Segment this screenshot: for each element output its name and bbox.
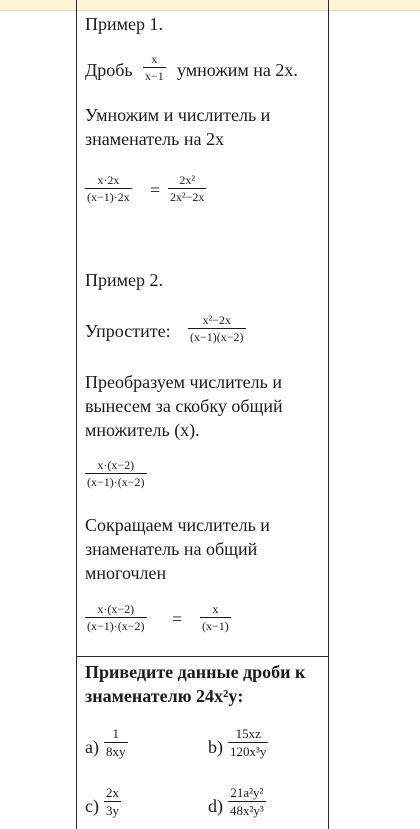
task-title-line2: знаменателю 24x²y: (85, 686, 244, 706)
example2-task-label: Упростите: (85, 321, 171, 341)
fraction-numerator: x·(x−2) (97, 458, 135, 472)
top-band (0, 0, 420, 11)
example1-suffix: умножим на 2x. (177, 60, 298, 80)
task-item-fraction (104, 785, 121, 818)
example1-prefix: Дробь (85, 60, 133, 80)
fraction-denominator: 2x²−2x (170, 190, 205, 204)
example2-task-fraction (188, 313, 246, 344)
task-item-fraction (228, 726, 268, 759)
fraction-numerator: 2x (106, 785, 119, 800)
fraction-numerator: 1 (112, 726, 119, 741)
fraction-denominator: 3y (106, 803, 119, 818)
task-item-fraction (228, 785, 266, 818)
example2-step1-line1: Преобразуем числитель и (85, 372, 282, 392)
example1-eq-right (168, 173, 206, 204)
example2-step1-line2: вынесем за скобку общий (85, 396, 283, 416)
example2-step2-line1: Сокращаем числитель и (85, 515, 270, 535)
fraction-numerator: x·(x−2) (97, 602, 135, 616)
fraction-denominator: 120x³y (230, 744, 267, 759)
example1-text-line2: знаменатель на 2x (85, 129, 224, 149)
fraction-numerator: 2x² (179, 173, 195, 187)
task-item-label: d) (208, 796, 223, 816)
example2-step1-line3: множитель (x). (85, 420, 200, 440)
example2-eq-right (200, 602, 231, 633)
fraction-numerator: x²−2x (202, 313, 231, 327)
fraction-numerator: x (212, 602, 219, 616)
fraction-numerator: 15xz (235, 726, 261, 741)
example2-step2-line2: знаменатель на общий (85, 539, 258, 559)
example2-step2-line3: многочлен (85, 563, 167, 583)
fraction-denominator: (x−1) (202, 619, 229, 633)
equals-sign: = (172, 609, 183, 629)
fraction-numerator: 21a²y² (230, 785, 264, 800)
example2-eq-left (85, 602, 147, 633)
right-border (328, 0, 329, 829)
example1-fraction (143, 52, 166, 83)
task-title-line1: Приведите данные дроби к (85, 662, 306, 682)
task-item-fraction (104, 726, 128, 759)
left-border (76, 0, 77, 829)
fraction-denominator: (x−1)·(x−2) (87, 475, 145, 489)
fraction-denominator: 48x²y³ (230, 803, 264, 818)
task-item-label: b) (208, 737, 223, 757)
example1-heading: Пример 1. (85, 14, 164, 34)
example2-heading: Пример 2. (85, 270, 164, 290)
fraction-numerator: x (151, 52, 158, 66)
fraction-denominator: (x−1)·2x (87, 190, 130, 204)
fraction-denominator: (x−1)·(x−2) (87, 619, 145, 633)
equals-sign: = (150, 180, 161, 200)
example1-text-line1: Умножим и числитель и (85, 105, 271, 125)
section-divider (76, 656, 329, 657)
example2-fraction1 (85, 458, 147, 489)
fraction-denominator: x−1 (145, 69, 164, 83)
task-item-label: a) (85, 737, 99, 757)
fraction-numerator: x·2x (97, 173, 120, 187)
fraction-denominator: 8xy (106, 744, 126, 759)
example1-eq-left (85, 173, 132, 204)
fraction-denominator: (x−1)(x−2) (190, 330, 244, 344)
task-item-label: c) (85, 796, 99, 816)
